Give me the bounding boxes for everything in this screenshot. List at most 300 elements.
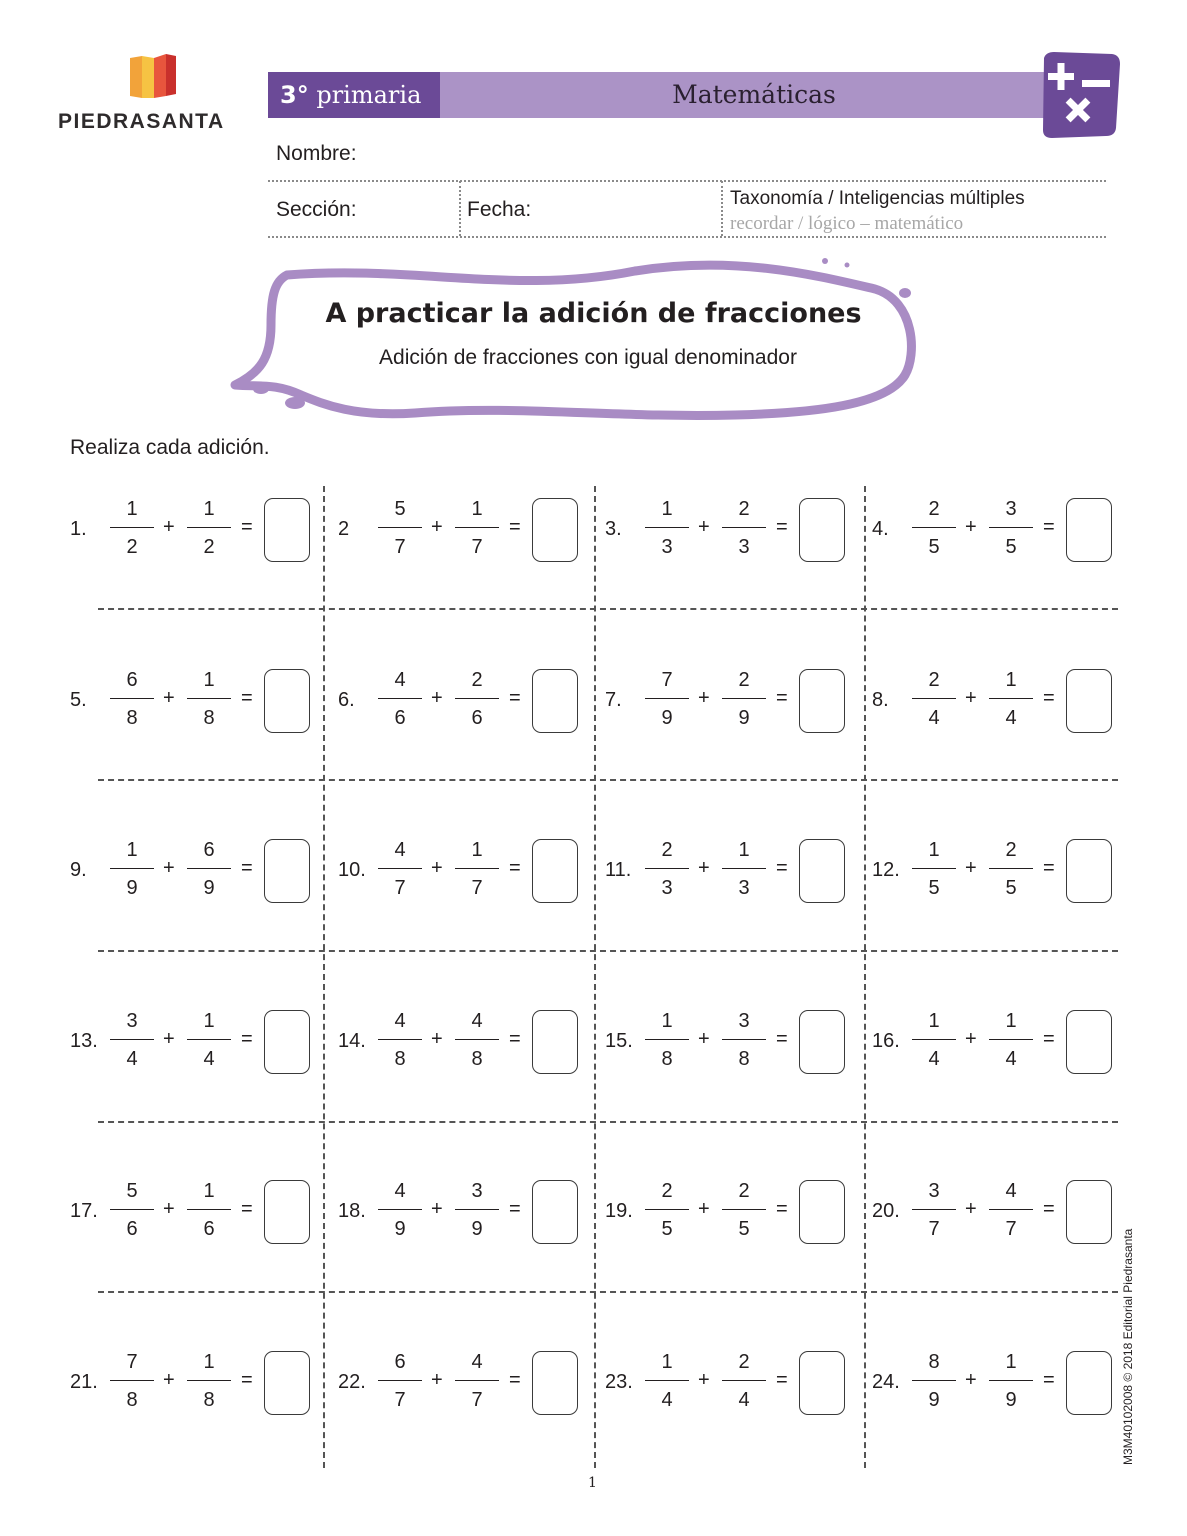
addition-problem	[338, 1006, 604, 1086]
denominator: 9	[661, 707, 673, 729]
problem-number: 17.	[70, 1200, 98, 1222]
fraction	[378, 835, 422, 903]
answer-box[interactable]	[264, 498, 310, 562]
fraction-bar	[912, 698, 956, 699]
numerator: 2	[928, 669, 940, 691]
page-number: 1	[588, 1475, 597, 1491]
plus-sign: +	[163, 857, 175, 879]
plus-sign: +	[698, 687, 710, 709]
fraction-bar	[722, 868, 766, 869]
denominator: 9	[738, 707, 750, 729]
fraction	[645, 494, 689, 562]
column-divider	[323, 486, 325, 1468]
fraction	[110, 1006, 154, 1074]
fraction	[645, 1006, 689, 1074]
fraction-bar	[912, 1380, 956, 1381]
fraction-bar	[187, 698, 231, 699]
denominator: 8	[203, 707, 215, 729]
answer-box[interactable]	[1066, 669, 1112, 733]
numerator: 2	[661, 839, 673, 861]
addition-problem	[872, 1006, 1138, 1086]
equals-sign: =	[509, 1198, 521, 1220]
denominator: 4	[1005, 1048, 1017, 1070]
denominator: 8	[126, 707, 138, 729]
fraction	[645, 835, 689, 903]
fraction-bar	[912, 1209, 956, 1210]
column-divider	[594, 486, 596, 1468]
numerator: 1	[1005, 1010, 1017, 1032]
denominator: 6	[126, 1218, 138, 1240]
addition-problem	[605, 835, 871, 915]
numerator: 3	[928, 1180, 940, 1202]
fraction	[378, 665, 422, 733]
fraction-bar	[455, 698, 499, 699]
plus-sign: +	[965, 1198, 977, 1220]
fraction	[722, 665, 766, 733]
answer-box[interactable]	[1066, 839, 1112, 903]
equals-sign: =	[776, 687, 788, 709]
numerator: 1	[928, 1010, 940, 1032]
answer-box[interactable]	[1066, 498, 1112, 562]
answer-box[interactable]	[264, 669, 310, 733]
fraction	[187, 494, 231, 562]
fraction-bar	[187, 1209, 231, 1210]
fraction	[722, 1006, 766, 1074]
problem-number: 5.	[70, 689, 87, 711]
equals-sign: =	[241, 1369, 253, 1391]
fraction	[645, 1176, 689, 1244]
fraction-bar	[187, 1380, 231, 1381]
denominator: 5	[1005, 877, 1017, 899]
fraction-bar	[645, 698, 689, 699]
numerator: 7	[661, 669, 673, 691]
numerator: 1	[661, 498, 673, 520]
row-divider	[98, 950, 1118, 952]
denominator: 6	[471, 707, 483, 729]
numerator: 1	[928, 839, 940, 861]
fraction-bar	[378, 868, 422, 869]
denominator: 7	[471, 877, 483, 899]
plus-sign: +	[698, 516, 710, 538]
fraction-bar	[378, 698, 422, 699]
numerator: 5	[394, 498, 406, 520]
addition-problem	[338, 1347, 604, 1427]
fraction	[989, 494, 1033, 562]
numerator: 1	[1005, 1351, 1017, 1373]
fraction-bar	[455, 1209, 499, 1210]
denominator: 4	[738, 1389, 750, 1411]
denominator: 9	[928, 1389, 940, 1411]
column-divider	[864, 486, 866, 1468]
problem-number: 9.	[70, 859, 87, 881]
section-label: Sección:	[276, 198, 357, 221]
fraction	[455, 665, 499, 733]
numerator: 6	[126, 669, 138, 691]
equals-sign: =	[509, 1028, 521, 1050]
denominator: 8	[394, 1048, 406, 1070]
fraction	[110, 835, 154, 903]
numerator: 1	[471, 839, 483, 861]
fraction-bar	[722, 1209, 766, 1210]
addition-problem	[605, 1347, 871, 1427]
plus-sign: +	[698, 1198, 710, 1220]
fraction	[110, 1347, 154, 1415]
denominator: 3	[738, 536, 750, 558]
denominator: 2	[203, 536, 215, 558]
fraction-bar	[378, 1380, 422, 1381]
divider	[721, 181, 723, 236]
equals-sign: =	[776, 1198, 788, 1220]
addition-problem	[872, 665, 1138, 745]
denominator: 9	[203, 877, 215, 899]
answer-box[interactable]	[799, 498, 845, 562]
equals-sign: =	[241, 516, 253, 538]
fraction	[455, 1006, 499, 1074]
plus-sign: +	[431, 1028, 443, 1050]
problem-number: 21.	[70, 1371, 98, 1393]
copyright-note: M3M40102008 © 2018 Editorial Piedrasanta	[1121, 1228, 1135, 1465]
fraction-bar	[110, 1380, 154, 1381]
numerator: 2	[661, 1180, 673, 1202]
equals-sign: =	[776, 1028, 788, 1050]
plus-sign: +	[163, 1369, 175, 1391]
fraction-bar	[645, 1380, 689, 1381]
denominator: 7	[394, 1389, 406, 1411]
denominator: 4	[928, 707, 940, 729]
addition-problem	[70, 494, 336, 574]
problem-number: 12.	[872, 859, 900, 881]
fraction-bar	[645, 1039, 689, 1040]
fraction	[912, 1347, 956, 1415]
plus-sign: +	[431, 1198, 443, 1220]
fraction	[645, 1347, 689, 1415]
problem-number: 10.	[338, 859, 366, 881]
addition-problem	[70, 1347, 336, 1427]
equals-sign: =	[1043, 687, 1055, 709]
equals-sign: =	[509, 1369, 521, 1391]
denominator: 7	[1005, 1218, 1017, 1240]
addition-problem	[872, 1347, 1138, 1427]
addition-problem	[70, 1006, 336, 1086]
plus-sign: +	[965, 1369, 977, 1391]
fraction	[912, 1006, 956, 1074]
divider	[459, 181, 461, 236]
numerator: 2	[738, 669, 750, 691]
fraction	[378, 494, 422, 562]
name-label: Nombre:	[276, 142, 357, 165]
problem-number: 13.	[70, 1030, 98, 1052]
plus-sign: +	[698, 1369, 710, 1391]
denominator: 7	[471, 536, 483, 558]
numerator: 1	[661, 1010, 673, 1032]
fraction	[722, 1347, 766, 1415]
problem-number: 23.	[605, 1371, 633, 1393]
problem-number: 19.	[605, 1200, 633, 1222]
equals-sign: =	[1043, 857, 1055, 879]
answer-box[interactable]	[1066, 1180, 1112, 1244]
taxonomy-values: recordar / lógico – matemático	[730, 213, 964, 234]
denominator: 5	[738, 1218, 750, 1240]
fraction-bar	[989, 527, 1033, 528]
equals-sign: =	[241, 857, 253, 879]
numerator: 4	[394, 1010, 406, 1032]
fraction-bar	[455, 868, 499, 869]
answer-box[interactable]	[532, 839, 578, 903]
fraction	[912, 1176, 956, 1244]
row-divider	[98, 779, 1118, 781]
answer-box[interactable]	[264, 1010, 310, 1074]
numerator: 3	[1005, 498, 1017, 520]
addition-problem	[338, 494, 604, 574]
equals-sign: =	[776, 857, 788, 879]
numerator: 1	[203, 498, 215, 520]
denominator: 8	[738, 1048, 750, 1070]
denominator: 8	[203, 1389, 215, 1411]
answer-box[interactable]	[799, 839, 845, 903]
denominator: 5	[928, 877, 940, 899]
answer-box[interactable]	[264, 1180, 310, 1244]
fraction-bar	[645, 868, 689, 869]
fraction-bar	[912, 868, 956, 869]
numerator: 4	[394, 669, 406, 691]
numerator: 2	[738, 498, 750, 520]
answer-box[interactable]	[532, 1180, 578, 1244]
answer-box[interactable]	[532, 1351, 578, 1415]
plus-sign: +	[163, 687, 175, 709]
fraction	[722, 1176, 766, 1244]
fraction-bar	[187, 527, 231, 528]
problem-number: 16.	[872, 1030, 900, 1052]
grade-label: 3° primaria	[268, 72, 440, 118]
numerator: 3	[471, 1180, 483, 1202]
equals-sign: =	[1043, 1198, 1055, 1220]
answer-box[interactable]	[799, 1010, 845, 1074]
denominator: 8	[661, 1048, 673, 1070]
fraction-bar	[378, 1209, 422, 1210]
denominator: 7	[394, 536, 406, 558]
answer-box[interactable]	[532, 498, 578, 562]
denominator: 9	[126, 877, 138, 899]
fraction	[455, 1176, 499, 1244]
denominator: 9	[1005, 1389, 1017, 1411]
publisher-logo	[58, 52, 253, 142]
fraction-bar	[110, 698, 154, 699]
addition-problem	[872, 494, 1138, 574]
numerator: 1	[661, 1351, 673, 1373]
denominator: 7	[471, 1389, 483, 1411]
denominator: 3	[661, 536, 673, 558]
numerator: 3	[126, 1010, 138, 1032]
fraction-bar	[645, 527, 689, 528]
fraction	[912, 835, 956, 903]
denominator: 6	[394, 707, 406, 729]
fraction-bar	[722, 527, 766, 528]
answer-box[interactable]	[532, 1010, 578, 1074]
problem-number: 8.	[872, 689, 889, 711]
numerator: 1	[203, 1180, 215, 1202]
numerator: 2	[471, 669, 483, 691]
taxonomy-title: Taxonomía / Inteligencias múltiples	[730, 188, 1025, 209]
problem-number: 7.	[605, 689, 622, 711]
addition-problem	[70, 835, 336, 915]
fraction-bar	[455, 1380, 499, 1381]
problem-number: 20.	[872, 1200, 900, 1222]
worksheet-title: A practicar la adición de fracciones	[325, 298, 862, 329]
fraction	[110, 494, 154, 562]
fraction-bar	[989, 1039, 1033, 1040]
fraction-bar	[912, 1039, 956, 1040]
equals-sign: =	[509, 687, 521, 709]
fraction	[187, 1176, 231, 1244]
denominator: 3	[661, 877, 673, 899]
equals-sign: =	[776, 516, 788, 538]
brand-name: PIEDRASANTA	[58, 110, 225, 133]
plus-sign: +	[163, 516, 175, 538]
denominator: 9	[394, 1218, 406, 1240]
fraction-bar	[187, 868, 231, 869]
title-banner-frame	[215, 255, 920, 430]
problem-number: 14.	[338, 1030, 366, 1052]
numerator: 4	[1005, 1180, 1017, 1202]
fraction-bar	[110, 1039, 154, 1040]
addition-problem	[605, 1006, 871, 1086]
answer-box[interactable]	[1066, 1351, 1112, 1415]
worksheet-subtitle: Adición de fracciones con igual denominador	[379, 346, 797, 369]
divider	[268, 180, 1106, 182]
numerator: 1	[126, 839, 138, 861]
plus-sign: +	[965, 516, 977, 538]
numerator: 2	[738, 1351, 750, 1373]
problem-number: 24.	[872, 1371, 900, 1393]
fraction-bar	[989, 868, 1033, 869]
fraction	[378, 1176, 422, 1244]
plus-sign: +	[965, 857, 977, 879]
addition-problem	[70, 1176, 336, 1256]
fraction	[455, 1347, 499, 1415]
addition-problem	[338, 665, 604, 745]
fraction	[989, 1347, 1033, 1415]
denominator: 4	[203, 1048, 215, 1070]
fraction	[722, 835, 766, 903]
addition-problem	[605, 665, 871, 745]
fraction	[989, 665, 1033, 733]
denominator: 3	[738, 877, 750, 899]
answer-box[interactable]	[264, 839, 310, 903]
numerator: 1	[203, 669, 215, 691]
plus-sign: +	[698, 857, 710, 879]
numerator: 3	[738, 1010, 750, 1032]
fraction	[378, 1347, 422, 1415]
answer-box[interactable]	[799, 1180, 845, 1244]
answer-box[interactable]	[1066, 1010, 1112, 1074]
equals-sign: =	[509, 857, 521, 879]
fraction-bar	[989, 1209, 1033, 1210]
problem-number: 1.	[70, 518, 87, 540]
subject-title: Matemáticas	[672, 80, 836, 109]
fraction	[187, 665, 231, 733]
denominator: 5	[661, 1218, 673, 1240]
denominator: 4	[1005, 707, 1017, 729]
plus-sign: +	[163, 1198, 175, 1220]
denominator: 8	[471, 1048, 483, 1070]
plus-sign: +	[431, 516, 443, 538]
header-bar	[268, 72, 1068, 118]
numerator: 4	[394, 1180, 406, 1202]
numerator: 1	[203, 1010, 215, 1032]
fraction	[110, 665, 154, 733]
answer-box[interactable]	[799, 669, 845, 733]
plus-sign: +	[965, 687, 977, 709]
fraction-bar	[722, 1039, 766, 1040]
fraction	[455, 835, 499, 903]
row-divider	[98, 608, 1118, 610]
answer-box[interactable]	[532, 669, 578, 733]
fraction-bar	[455, 527, 499, 528]
fraction-bar	[110, 1209, 154, 1210]
plus-sign: +	[431, 857, 443, 879]
fraction-bar	[912, 527, 956, 528]
fraction-bar	[187, 1039, 231, 1040]
denominator: 4	[126, 1048, 138, 1070]
row-divider	[98, 1291, 1118, 1293]
fraction	[187, 1006, 231, 1074]
book-logo-icon	[128, 52, 180, 100]
addition-problem	[605, 494, 871, 574]
fraction-bar	[645, 1209, 689, 1210]
numerator: 7	[126, 1351, 138, 1373]
addition-problem	[872, 835, 1138, 915]
problem-number: 22.	[338, 1371, 366, 1393]
denominator: 9	[471, 1218, 483, 1240]
denominator: 7	[394, 877, 406, 899]
fraction	[187, 835, 231, 903]
numerator: 1	[203, 1351, 215, 1373]
numerator: 1	[738, 839, 750, 861]
equals-sign: =	[1043, 1028, 1055, 1050]
denominator: 5	[928, 536, 940, 558]
fraction	[187, 1347, 231, 1415]
fraction-bar	[378, 1039, 422, 1040]
fraction-bar	[110, 527, 154, 528]
denominator: 4	[661, 1389, 673, 1411]
problem-number: 6.	[338, 689, 355, 711]
addition-problem	[70, 665, 336, 745]
equals-sign: =	[1043, 1369, 1055, 1391]
numerator: 2	[1005, 839, 1017, 861]
fraction-bar	[455, 1039, 499, 1040]
problem-number: 4.	[872, 518, 889, 540]
answer-box[interactable]	[264, 1351, 310, 1415]
numerator: 4	[394, 839, 406, 861]
fraction	[455, 494, 499, 562]
instruction-text: Realiza cada adición.	[70, 436, 270, 459]
fraction	[912, 665, 956, 733]
numerator: 4	[471, 1010, 483, 1032]
denominator: 2	[126, 536, 138, 558]
answer-box[interactable]	[799, 1351, 845, 1415]
equals-sign: =	[509, 516, 521, 538]
fraction	[912, 494, 956, 562]
problem-number: 15.	[605, 1030, 633, 1052]
numerator: 8	[928, 1351, 940, 1373]
divider	[268, 236, 1106, 238]
fraction-bar	[722, 1380, 766, 1381]
equals-sign: =	[241, 1028, 253, 1050]
plus-sign: +	[431, 1369, 443, 1391]
fraction-bar	[110, 868, 154, 869]
row-divider	[98, 1121, 1118, 1123]
problem-number: 18.	[338, 1200, 366, 1222]
